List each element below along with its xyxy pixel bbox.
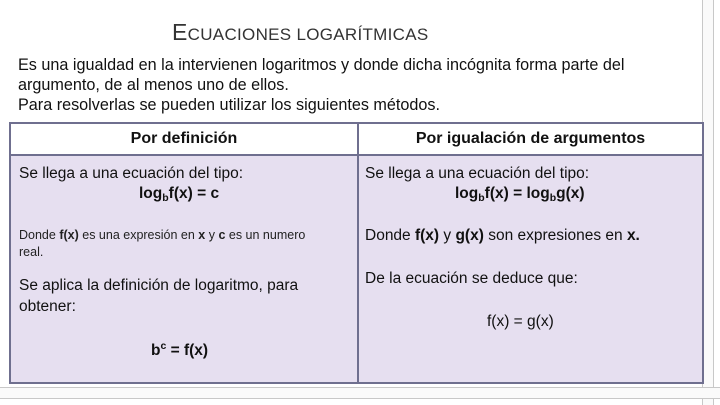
slide-frame-bottom	[0, 387, 720, 399]
igualacion-intro: Se llega a una ecuación del tipo:	[365, 165, 590, 182]
definition-note: Donde f(x) es una expresión en x y c es un numero	[19, 228, 306, 242]
intro-line: Es una igualdad en la intervienen logaritmos y donde dicha incógnita forma parte del	[18, 56, 625, 74]
header-por-definicion: Por definición	[10, 123, 358, 155]
definition-equation: $\log_bf(x) = c$	[139, 185, 220, 204]
igualacion-deduce: De la ecuación se deduce que:	[365, 270, 578, 287]
definition-apply-line: Se aplica la definición de logaritmo, para	[19, 277, 299, 294]
definition-intro: Se llega a una ecuación del tipo:	[19, 165, 244, 182]
intro-line: argumento, de al menos uno de ellos.	[18, 76, 289, 94]
igualacion-result: f(x) = g(x)	[487, 313, 554, 330]
definition-result: $b^c = f(x)$	[151, 340, 209, 359]
intro-line: Para resolverlas se pueden utilizar los siguientes métodos.	[18, 96, 440, 114]
igualacion-note: Donde f(x) y g(x) son expresiones en x.	[365, 227, 640, 244]
definition-note-end: real.	[19, 245, 44, 259]
igualacion-equation: $\log_bf(x) = \log_bg(x)$	[455, 185, 585, 204]
intro-paragraph	[18, 55, 698, 115]
slide-title: ECUACIONES LOGARÍTMICAS	[172, 19, 429, 45]
methods-table	[9, 122, 704, 384]
cell-por-definicion	[10, 155, 358, 383]
header-por-igualacion: Por igualación de argumentos	[358, 123, 703, 155]
definition-apply-line: obtener:	[19, 298, 76, 315]
cell-por-igualacion	[358, 155, 703, 383]
